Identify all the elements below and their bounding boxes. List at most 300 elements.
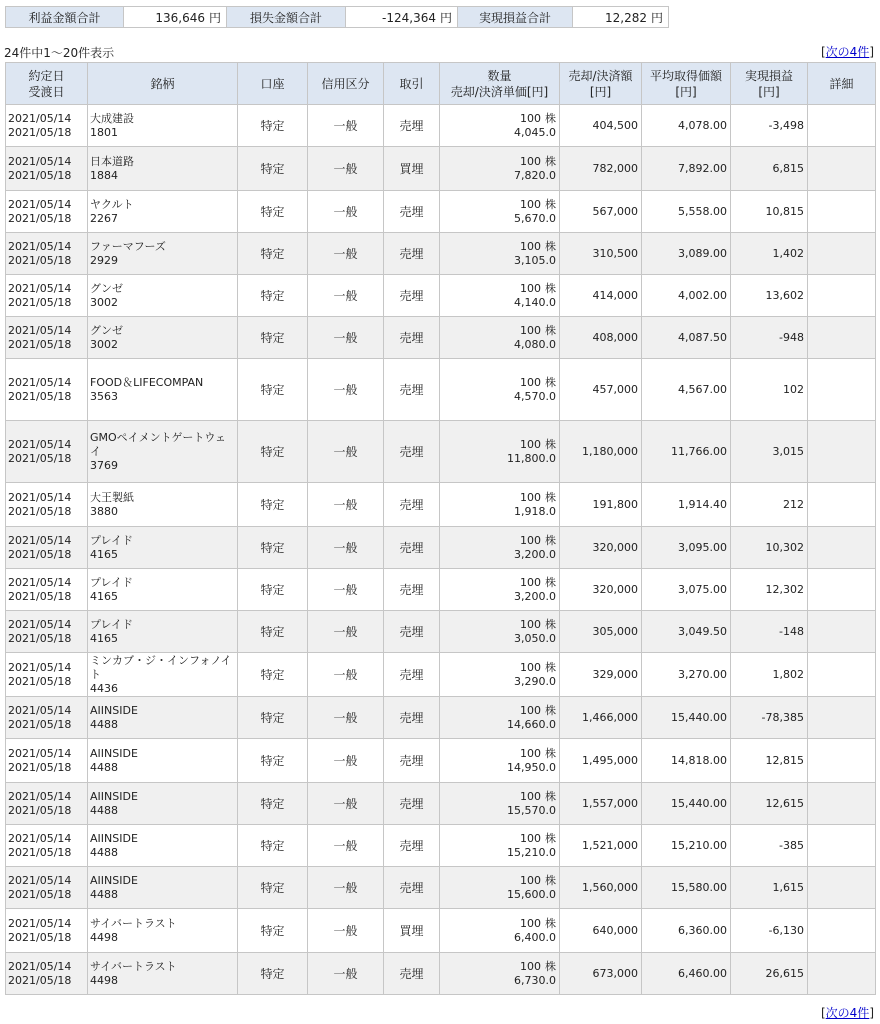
detail-cell [808, 825, 876, 867]
quantity-unit: 株 [545, 789, 556, 803]
account-cell: 特定 [238, 275, 308, 317]
qty-price-cell [440, 783, 560, 825]
summary-total-amount: 12,282 [604, 10, 647, 25]
stock-name: ヤクルト [90, 197, 134, 211]
credit-cell: 一般 [308, 191, 384, 233]
account-cell: 特定 [238, 233, 308, 275]
avg-cost-cell: 3,270.00 [642, 653, 731, 697]
stock-cell [88, 527, 238, 569]
account-cell: 特定 [238, 653, 308, 697]
settle-date: 2021/05/18 [8, 211, 72, 225]
realized-pl-cell: -3,498 [731, 105, 808, 147]
stock-code: 1801 [90, 125, 118, 139]
avg-cost-cell: 3,049.50 [642, 611, 731, 653]
account-cell: 特定 [238, 317, 308, 359]
credit-cell: 一般 [308, 233, 384, 275]
settle-date: 2021/05/18 [8, 887, 72, 901]
bracket-open: [ [820, 1006, 826, 1020]
amount-cell: 1,495,000 [560, 739, 642, 783]
stock-cell [88, 421, 238, 483]
header-trade-date: 約定日 [28, 68, 65, 83]
qty-price-cell [440, 611, 560, 653]
settle-price: 3,105.0 [514, 253, 556, 267]
qty-price-cell [440, 483, 560, 527]
stock-code: 2267 [90, 211, 118, 225]
settle-date: 2021/05/18 [8, 930, 72, 944]
qty-price-cell [440, 147, 560, 191]
credit-cell: 一般 [308, 953, 384, 995]
trade-cell: 買埋 [384, 909, 440, 953]
amount-cell: 1,521,000 [560, 825, 642, 867]
stock-name: AIINSIDE [90, 746, 138, 760]
date-cell [6, 105, 88, 147]
header-settle-date: 受渡日 [28, 84, 65, 99]
date-cell [6, 359, 88, 421]
amount-cell: 782,000 [560, 147, 642, 191]
credit-cell: 一般 [308, 147, 384, 191]
quantity [443, 747, 556, 761]
account-cell: 特定 [238, 825, 308, 867]
settle-date: 2021/05/18 [8, 674, 72, 688]
realized-pl-cell: 13,602 [731, 275, 808, 317]
quantity [443, 790, 556, 804]
quantity-value: 100 [520, 111, 541, 125]
settle-price: 4,045.0 [514, 125, 556, 139]
quantity-value: 100 [520, 831, 541, 845]
settle-date: 2021/05/18 [8, 845, 72, 859]
stock-code: 3880 [90, 504, 118, 518]
stock-name: グンゼ [90, 323, 123, 337]
stock-code: 3002 [90, 295, 118, 309]
amount-cell: 414,000 [560, 275, 642, 317]
account-cell: 特定 [238, 867, 308, 909]
settle-price: 4,080.0 [514, 337, 556, 351]
trade-cell: 買埋 [384, 147, 440, 191]
quantity-value: 100 [520, 239, 541, 253]
date-cell [6, 867, 88, 909]
table-row [6, 191, 876, 233]
account-cell: 特定 [238, 421, 308, 483]
settle-price: 14,950.0 [507, 760, 556, 774]
quantity [443, 832, 556, 846]
summary-profit-unit: 円 [208, 10, 221, 25]
stock-cell [88, 275, 238, 317]
detail-cell [808, 783, 876, 825]
quantity-unit: 株 [545, 703, 556, 717]
quantity-unit: 株 [545, 375, 556, 389]
stock-cell [88, 483, 238, 527]
trade-cell: 売埋 [384, 317, 440, 359]
settle-date: 2021/05/18 [8, 803, 72, 817]
avg-cost-cell: 4,002.00 [642, 275, 731, 317]
detail-cell [808, 233, 876, 275]
quantity [443, 661, 556, 675]
credit-cell: 一般 [308, 909, 384, 953]
stock-name: AIINSIDE [90, 873, 138, 887]
stock-cell [88, 825, 238, 867]
date-cell [6, 697, 88, 739]
detail-cell [808, 317, 876, 359]
pagination-bottom [821, 1004, 874, 1021]
detail-cell [808, 867, 876, 909]
stock-cell [88, 739, 238, 783]
stock-code: 4165 [90, 631, 118, 645]
quantity-unit: 株 [545, 533, 556, 547]
account-cell: 特定 [238, 783, 308, 825]
stock-code: 3002 [90, 337, 118, 351]
settle-date: 2021/05/18 [8, 760, 72, 774]
trade-date: 2021/05/14 [8, 831, 72, 845]
amount-cell: 1,466,000 [560, 697, 642, 739]
quantity-value: 100 [520, 323, 541, 337]
header-amount-unit: [円] [589, 84, 612, 99]
account-cell: 特定 [238, 909, 308, 953]
date-cell [6, 909, 88, 953]
stock-name: プレイド [90, 617, 134, 631]
detail-cell [808, 953, 876, 995]
col-header-detail: 詳細 [808, 63, 876, 105]
summary-loss-unit: 円 [439, 10, 452, 25]
trade-cell: 売埋 [384, 739, 440, 783]
settle-price: 7,820.0 [514, 168, 556, 182]
detail-cell [808, 653, 876, 697]
qty-price-cell [440, 191, 560, 233]
amount-cell: 305,000 [560, 611, 642, 653]
stock-name: サイバートラスト [90, 959, 177, 973]
stock-name: 大王製紙 [90, 490, 134, 504]
table-row [6, 611, 876, 653]
trade-date: 2021/05/14 [8, 873, 72, 887]
trade-date: 2021/05/14 [8, 490, 72, 504]
stock-code: 2929 [90, 253, 118, 267]
avg-cost-cell: 15,440.00 [642, 783, 731, 825]
trade-date: 2021/05/14 [8, 617, 72, 631]
stock-cell [88, 909, 238, 953]
account-cell: 特定 [238, 527, 308, 569]
date-cell [6, 653, 88, 697]
quantity-unit: 株 [545, 154, 556, 168]
trade-cell: 売埋 [384, 953, 440, 995]
account-cell: 特定 [238, 191, 308, 233]
qty-price-cell [440, 867, 560, 909]
trade-date: 2021/05/14 [8, 703, 72, 717]
qty-price-cell [440, 233, 560, 275]
quantity-value: 100 [520, 746, 541, 760]
qty-price-cell [440, 569, 560, 611]
trade-date: 2021/05/14 [8, 375, 72, 389]
trade-cell: 売埋 [384, 275, 440, 317]
settle-price: 15,570.0 [507, 803, 556, 817]
account-cell: 特定 [238, 739, 308, 783]
quantity-unit: 株 [545, 959, 556, 973]
stock-name: サイバートラスト [90, 916, 177, 930]
col-header-credit: 信用区分 [308, 63, 384, 105]
trade-date: 2021/05/14 [8, 916, 72, 930]
detail-cell [808, 105, 876, 147]
col-header-pl [731, 63, 808, 105]
quantity-value: 100 [520, 617, 541, 631]
qty-price-cell [440, 359, 560, 421]
credit-cell: 一般 [308, 421, 384, 483]
date-cell [6, 611, 88, 653]
stock-name: グンゼ [90, 281, 123, 295]
qty-price-cell [440, 953, 560, 995]
table-row [6, 527, 876, 569]
settle-price: 3,200.0 [514, 547, 556, 561]
table-row [6, 105, 876, 147]
settle-price: 5,670.0 [514, 211, 556, 225]
amount-cell: 310,500 [560, 233, 642, 275]
settle-date: 2021/05/18 [8, 504, 72, 518]
realized-pl-cell: 10,302 [731, 527, 808, 569]
quantity [443, 112, 556, 126]
quantity-value: 100 [520, 959, 541, 973]
realized-pl-cell: 10,815 [731, 191, 808, 233]
table-row [6, 359, 876, 421]
settle-date: 2021/05/18 [8, 125, 72, 139]
amount-cell: 567,000 [560, 191, 642, 233]
summary-total-unit: 円 [650, 10, 663, 25]
account-cell: 特定 [238, 611, 308, 653]
trade-date: 2021/05/14 [8, 789, 72, 803]
quantity-unit: 株 [545, 873, 556, 887]
date-cell [6, 147, 88, 191]
qty-price-cell [440, 909, 560, 953]
account-cell: 特定 [238, 569, 308, 611]
credit-cell: 一般 [308, 569, 384, 611]
trade-cell: 売埋 [384, 191, 440, 233]
table-row [6, 275, 876, 317]
avg-cost-cell: 15,440.00 [642, 697, 731, 739]
avg-cost-cell: 5,558.00 [642, 191, 731, 233]
detail-cell [808, 191, 876, 233]
settle-price: 6,730.0 [514, 973, 556, 987]
quantity-unit: 株 [545, 111, 556, 125]
bracket-close: ] [869, 45, 874, 59]
table-row [6, 739, 876, 783]
detail-cell [808, 739, 876, 783]
settle-price: 3,050.0 [514, 631, 556, 645]
realized-pl-cell: 1,402 [731, 233, 808, 275]
col-header-account: 口座 [238, 63, 308, 105]
pagination-top [821, 43, 874, 60]
table-row [6, 147, 876, 191]
date-cell [6, 783, 88, 825]
stock-cell [88, 867, 238, 909]
amount-cell: 673,000 [560, 953, 642, 995]
realized-pl-cell: 1,615 [731, 867, 808, 909]
trade-cell: 売埋 [384, 527, 440, 569]
stock-code: 4436 [90, 681, 118, 695]
table-row [6, 421, 876, 483]
table-row [6, 867, 876, 909]
col-header-trade: 取引 [384, 63, 440, 105]
account-cell: 特定 [238, 105, 308, 147]
stock-cell [88, 611, 238, 653]
quantity-unit: 株 [545, 831, 556, 845]
table-row [6, 233, 876, 275]
account-cell: 特定 [238, 483, 308, 527]
avg-cost-cell: 15,210.00 [642, 825, 731, 867]
stock-name: AIINSIDE [90, 831, 138, 845]
trade-cell: 売埋 [384, 867, 440, 909]
quantity-value: 100 [520, 197, 541, 211]
stock-cell [88, 697, 238, 739]
avg-cost-cell: 4,087.50 [642, 317, 731, 359]
trade-cell: 売埋 [384, 825, 440, 867]
result-count: 24件中1～20件表示 [4, 46, 115, 60]
quantity [443, 960, 556, 974]
detail-cell [808, 611, 876, 653]
avg-cost-cell: 15,580.00 [642, 867, 731, 909]
quantity-unit: 株 [545, 660, 556, 674]
quantity-unit: 株 [545, 323, 556, 337]
stock-code: 4165 [90, 547, 118, 561]
amount-cell: 320,000 [560, 527, 642, 569]
settle-price: 11,800.0 [507, 451, 556, 465]
amount-cell: 1,180,000 [560, 421, 642, 483]
date-cell [6, 191, 88, 233]
settle-date: 2021/05/18 [8, 973, 72, 987]
date-cell [6, 317, 88, 359]
detail-cell [808, 421, 876, 483]
trade-date: 2021/05/14 [8, 437, 72, 451]
qty-price-cell [440, 653, 560, 697]
stock-code: 4488 [90, 887, 118, 901]
quantity-value: 100 [520, 154, 541, 168]
amount-cell: 1,560,000 [560, 867, 642, 909]
stock-name: AIINSIDE [90, 789, 138, 803]
qty-price-cell [440, 275, 560, 317]
trade-cell: 売埋 [384, 611, 440, 653]
avg-cost-cell: 3,075.00 [642, 569, 731, 611]
header-avg-unit: [円] [675, 84, 697, 99]
amount-cell: 408,000 [560, 317, 642, 359]
trade-date: 2021/05/14 [8, 239, 72, 253]
quantity-value: 100 [520, 437, 541, 451]
table-row [6, 317, 876, 359]
header-price: 売却/決済単価[円] [450, 84, 549, 99]
stock-cell [88, 953, 238, 995]
realized-pl-cell: -78,385 [731, 697, 808, 739]
date-cell [6, 739, 88, 783]
settle-date: 2021/05/18 [8, 451, 72, 465]
col-header-amount [560, 63, 642, 105]
avg-cost-cell: 4,567.00 [642, 359, 731, 421]
bracket-open: [ [820, 45, 826, 59]
settle-date: 2021/05/18 [8, 168, 72, 182]
settle-date: 2021/05/18 [8, 253, 72, 267]
date-cell [6, 953, 88, 995]
quantity-value: 100 [520, 873, 541, 887]
bracket-close: ] [869, 1006, 874, 1020]
realized-pl-cell: -385 [731, 825, 808, 867]
next-page-link-bottom[interactable]: 次の4件 [825, 1006, 870, 1020]
stock-name: ミンカブ・ジ・インフォノイト [90, 653, 232, 681]
stock-code: 4488 [90, 717, 118, 731]
stock-name: AIINSIDE [90, 703, 138, 717]
amount-cell: 640,000 [560, 909, 642, 953]
quantity-value: 100 [520, 281, 541, 295]
summary-table [5, 6, 669, 28]
table-row [6, 569, 876, 611]
realized-pl-cell: -6,130 [731, 909, 808, 953]
amount-cell: 329,000 [560, 653, 642, 697]
quantity-unit: 株 [545, 437, 556, 451]
credit-cell: 一般 [308, 105, 384, 147]
quantity-unit: 株 [545, 490, 556, 504]
stock-cell [88, 783, 238, 825]
quantity-unit: 株 [545, 281, 556, 295]
avg-cost-cell: 3,095.00 [642, 527, 731, 569]
date-cell [6, 233, 88, 275]
credit-cell: 一般 [308, 611, 384, 653]
stock-code: 3769 [90, 458, 118, 472]
date-cell [6, 569, 88, 611]
quantity [443, 438, 556, 452]
quantity [443, 198, 556, 212]
stock-code: 4165 [90, 589, 118, 603]
quantity-unit: 株 [545, 197, 556, 211]
quantity [443, 324, 556, 338]
quantity [443, 282, 556, 296]
settle-price: 14,660.0 [507, 717, 556, 731]
credit-cell: 一般 [308, 359, 384, 421]
qty-price-cell [440, 697, 560, 739]
stock-name: 大成建設 [90, 111, 134, 125]
trade-date: 2021/05/14 [8, 197, 72, 211]
quantity [443, 618, 556, 632]
quantity-unit: 株 [545, 916, 556, 930]
quantity [443, 704, 556, 718]
trade-date: 2021/05/14 [8, 154, 72, 168]
stock-code: 4498 [90, 973, 118, 987]
settle-date: 2021/05/18 [8, 295, 72, 309]
stock-name: ファーマフーズ [90, 239, 166, 253]
header-qty: 数量 [487, 68, 512, 83]
quantity-value: 100 [520, 789, 541, 803]
avg-cost-cell: 1,914.40 [642, 483, 731, 527]
credit-cell: 一般 [308, 527, 384, 569]
summary-profit-value [124, 7, 227, 28]
quantity-unit: 株 [545, 575, 556, 589]
stock-cell [88, 359, 238, 421]
table-row [6, 909, 876, 953]
realized-pl-cell: 26,615 [731, 953, 808, 995]
quantity-unit: 株 [545, 746, 556, 760]
stock-name: FOOD＆LIFECOMPAN [90, 375, 204, 389]
avg-cost-cell: 14,818.00 [642, 739, 731, 783]
account-cell: 特定 [238, 953, 308, 995]
stock-name: プレイド [90, 533, 134, 547]
trade-date: 2021/05/14 [8, 533, 72, 547]
stock-cell [88, 653, 238, 697]
stock-name: 日本道路 [90, 154, 134, 168]
next-page-link-top[interactable]: 次の4件 [825, 45, 870, 59]
settle-date: 2021/05/18 [8, 337, 72, 351]
col-header-name: 銘柄 [88, 63, 238, 105]
avg-cost-cell: 6,360.00 [642, 909, 731, 953]
header-pl-unit: [円] [758, 84, 780, 99]
settle-price: 3,200.0 [514, 589, 556, 603]
summary-loss-label: 損失金額合計 [227, 7, 346, 28]
stock-code: 4488 [90, 803, 118, 817]
col-header-qty [440, 63, 560, 105]
settle-price: 4,570.0 [514, 389, 556, 403]
detail-cell [808, 569, 876, 611]
stock-name: GMOペイメントゲートウェイ [90, 430, 226, 458]
realized-pl-cell: 12,302 [731, 569, 808, 611]
